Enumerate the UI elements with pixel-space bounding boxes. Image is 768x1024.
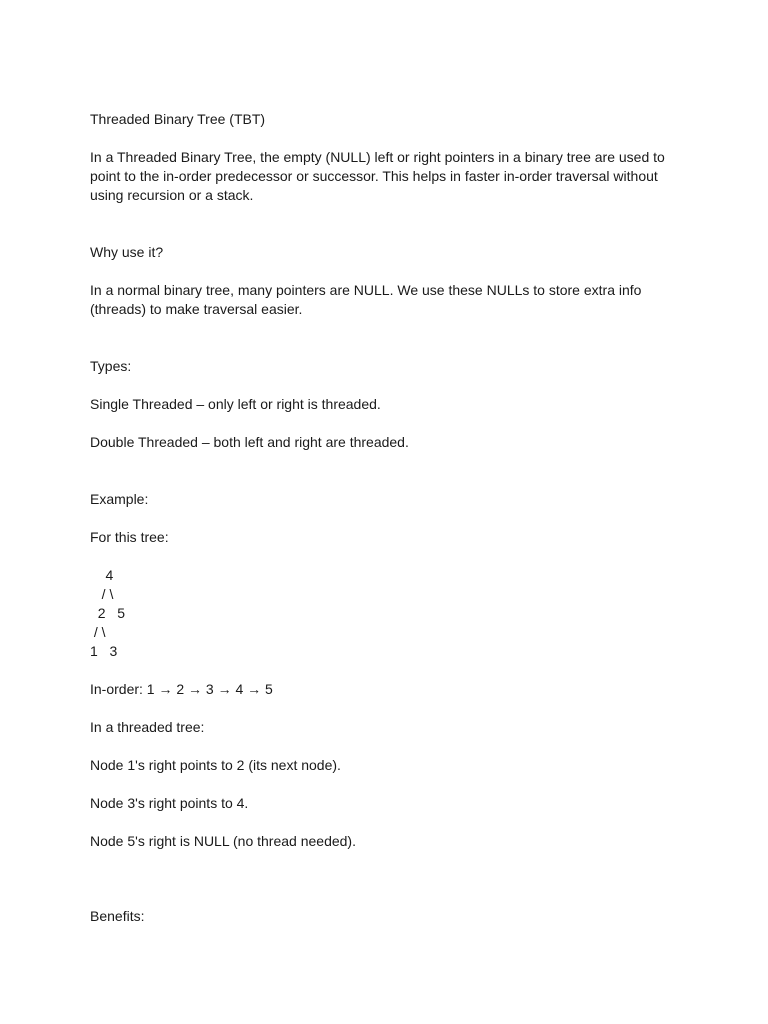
document-title: Threaded Binary Tree (TBT): [90, 111, 266, 127]
tree-diagram: [90, 566, 670, 661]
type-single-threaded: Single Threaded – only left or right is threaded.: [90, 396, 381, 412]
tree-line: 2 5: [90, 605, 126, 621]
why-heading: Why use it?: [90, 244, 164, 260]
tree-line: / \: [90, 586, 114, 602]
threaded-intro: In a threaded tree:: [90, 719, 205, 735]
node-1-thread: Node 1's right points to 2 (its next node).: [90, 757, 341, 773]
document-page: [90, 110, 670, 926]
benefits-heading: Benefits:: [90, 908, 145, 924]
why-paragraph: In a normal binary tree, many pointers are NULL. We use these NULLs to store extra info (threads) to make traversal easier.: [90, 282, 646, 317]
tree-line: 1 3: [90, 643, 118, 659]
tree-line: 4: [90, 567, 114, 583]
types-heading: Types:: [90, 358, 132, 374]
node-5-thread: Node 5's right is NULL (no thread needed).: [90, 833, 356, 849]
example-intro: For this tree:: [90, 529, 169, 545]
example-heading: Example:: [90, 491, 149, 507]
type-double-threaded: Double Threaded – both left and right are threaded.: [90, 434, 409, 450]
intro-paragraph: In a Threaded Binary Tree, the empty (NULL) left or right pointers in a binary tree are used to point to the in-order predecessor or successor. This helps in faster in-order traversal without using recursion or a stack.: [90, 149, 669, 203]
node-3-thread: Node 3's right points to 4.: [90, 795, 249, 811]
inorder-sequence: In-order: 1 → 2 → 3 → 4 → 5: [90, 681, 273, 697]
tree-line: / \: [90, 624, 106, 640]
